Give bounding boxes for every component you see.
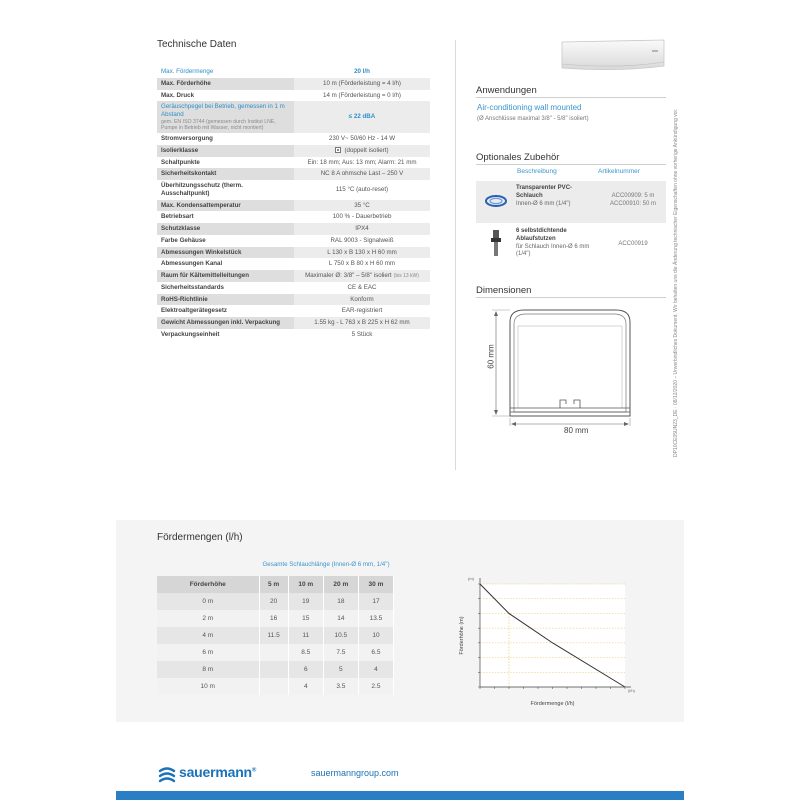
accessory-detail: für Schlauch Innen-Ø 6 mm (1/4") [516, 243, 590, 258]
spec-row [157, 66, 430, 78]
hose-icon [484, 193, 508, 209]
spec-row [157, 317, 430, 329]
spec-value: 35 °C [294, 200, 430, 212]
plot-area [480, 584, 625, 687]
spec-row [157, 200, 430, 212]
flow-header: Förderhöhe [157, 576, 259, 593]
flow-cell: 11.5 [259, 627, 288, 644]
spec-value: Maximaler Ø: 3/8" – 5/8" isoliert (bis 13 kW) [294, 270, 430, 282]
spec-key: Isolierklasse [157, 145, 294, 157]
website-link[interactable]: sauermanngroup.com [311, 768, 399, 778]
flow-cell: 0 m [157, 593, 259, 610]
spec-key: Raum für Kältemittelleitungen [157, 270, 294, 282]
spec-key: Max. Förderhöhe [157, 78, 294, 90]
accessory-row [476, 224, 666, 268]
spec-row [157, 78, 430, 90]
spec-row [157, 235, 430, 247]
accessory-article [599, 240, 667, 248]
flow-cell: 8.5 [288, 644, 323, 661]
flow-header: 10 m [288, 576, 323, 593]
flow-cell: 7.5 [323, 644, 358, 661]
spec-key: Schutzklasse [157, 223, 294, 235]
drain-fitting-icon [490, 230, 502, 258]
spec-value: 5 Stück [351, 330, 373, 338]
spec-value: Konform [294, 294, 430, 306]
spec-key: Verpackungseinheit [161, 330, 220, 338]
divider [476, 297, 666, 298]
accessories-title: Optionales Zubehör [476, 152, 560, 163]
spec-value: 1.55 kg - L 763 x B 225 x H 62 mm [294, 317, 430, 329]
spec-table [157, 66, 430, 341]
accessory-detail: Innen-Ø 6 mm (1/4") [516, 200, 571, 207]
accessory-article [599, 192, 667, 208]
spec-value: Ein: 18 mm; Aus: 13 mm; Alarm: 21 mm [307, 158, 417, 166]
flow-cell: 2.5 [358, 678, 393, 695]
spec-key: Sicherheitsstandards [161, 283, 224, 291]
flow-header: 5 m [259, 576, 288, 593]
spec-row [157, 133, 430, 145]
accessory-row [476, 181, 666, 223]
flow-title: Fördermengen (l/h) [157, 532, 243, 543]
flow-cell: 5 [323, 661, 358, 678]
spec-row [157, 282, 430, 294]
spec-key: Betriebsart [161, 213, 194, 221]
spec-row [157, 247, 430, 259]
spec-row [157, 145, 430, 157]
spec-row [157, 305, 430, 317]
flow-cell [259, 644, 288, 661]
application-note: (Ø Anschlüsse maximal 3/8" - 5/8" isoliert) [477, 116, 589, 122]
accessory-name: Transparenter PVC-Schlauch [516, 185, 573, 199]
article-number: ACC00919 [618, 241, 648, 247]
spec-key: Schaltpunkte [161, 158, 200, 166]
double-insulation-icon [335, 147, 341, 153]
brand-logo [157, 764, 297, 786]
spec-key: Max. Kondensattemperatur [157, 200, 294, 212]
flow-cell: 16 [259, 610, 288, 627]
spec-key: Sicherheitskontakt [157, 168, 294, 180]
spec-value: RAL 9003 - Signalweiß [330, 236, 394, 244]
spec-value: 10 m (Förderleistung = 4 l/h) [294, 78, 430, 90]
flow-row [157, 593, 394, 610]
spec-row [157, 157, 430, 169]
spec-row [157, 258, 430, 270]
flow-cell: 15 [288, 610, 323, 627]
spec-key: Geräuschpegel bei Betrieb, gemessen in 1 m Abstand gem. EN ISO 3744 (gemessen durch Institut LNE, Pumpe in Betrieb mit Wasser, nicht montiert) [157, 101, 294, 133]
spec-key: Elektroaltgerätegesetz [161, 307, 228, 315]
spec-row [157, 223, 430, 235]
dimension-height-label: 60 mm [486, 344, 496, 369]
spec-value: L 130 x B 130 x H 60 mm [294, 247, 430, 259]
spec-value: 230 V~ 50/60 Hz - 14 W [328, 135, 396, 143]
pump-curve-chart [455, 572, 645, 712]
footer-bar [116, 791, 684, 800]
flow-header: 30 m [358, 576, 393, 593]
flow-caption: Gesamte Schlauchlänge (Innen-Ø 6 mm, 1/4") [262, 561, 390, 568]
flow-cell: 13.5 [358, 610, 393, 627]
spec-row [157, 329, 430, 341]
article-number: ACC00910: 50 m [609, 201, 657, 208]
flow-cell: 6 [288, 661, 323, 678]
flow-cell: 4 [358, 661, 393, 678]
spec-row [157, 180, 430, 200]
spec-key: Abmessungen Winkelstück [157, 247, 294, 259]
spec-key: Gewicht Abmessungen inkl. Verpackung [157, 317, 294, 329]
flow-cell: 18 [323, 593, 358, 610]
flow-row [157, 661, 394, 678]
spec-value: 115 °C (auto-reset) [335, 186, 389, 194]
accessory-name: 6 selbstdichtende Ablaufstutzen [516, 228, 567, 242]
flow-cell [259, 678, 288, 695]
spec-key: Farbe Gehäuse [161, 236, 206, 244]
dimension-width-label: 80 mm [564, 426, 589, 435]
flow-row [157, 644, 394, 661]
spec-row [157, 101, 430, 133]
flow-cell: 10 m [157, 678, 259, 695]
flow-cell: 4 [288, 678, 323, 695]
spec-key: Abmessungen Kanal [161, 260, 223, 268]
article-number: ACC00909: 5 m [611, 193, 655, 199]
brand-name: sauermann® [179, 764, 257, 780]
flow-cell: 17 [358, 593, 393, 610]
spec-title: Technische Daten [157, 39, 237, 50]
accessories-col-article: Artikelnummer [598, 168, 640, 175]
application-item: Air-conditioning wall mounted [477, 103, 582, 112]
flow-cell: 8 m [157, 661, 259, 678]
side-note: DP10CE05UN23_DE · 08/12/2020 – Unverbindliches Dokument. Wir behalten uns die Änderung technischer Eigenschaften ohne vorherige Ankündigung vor. [673, 108, 679, 457]
column-divider [455, 40, 456, 470]
accessories-col-description: Beschreibung [517, 168, 557, 175]
flow-header: 20 m [323, 576, 358, 593]
x-axis-label: Fördermenge (l/h) [530, 701, 575, 707]
spec-value: 100 % - Dauerbetrieb [332, 213, 392, 221]
spec-value: NC 8 A ohmsche Last – 250 V [294, 168, 430, 180]
flow-cell: 11 [288, 627, 323, 644]
spec-value: CE & EAC [347, 283, 377, 291]
spec-value: IPX4 [294, 223, 430, 235]
y-axis-label: Förderhöhe (m) [459, 616, 465, 655]
spec-value: ≤ 22 dBA [294, 101, 430, 133]
accessory-description [516, 228, 596, 259]
flow-cell: 2 m [157, 610, 259, 627]
flow-cell [259, 661, 288, 678]
air-conditioner-image [560, 38, 666, 74]
spec-key: RoHS-Richtlinie [157, 294, 294, 306]
flow-cell: 10 [358, 627, 393, 644]
applications-title: Anwendungen [476, 85, 537, 96]
x-unit-label: (l/h) [628, 688, 635, 693]
flow-table [157, 576, 394, 695]
spec-value: (doppelt isoliert) [294, 145, 430, 157]
spec-row [157, 90, 430, 102]
spec-key: Max. Druck [161, 91, 195, 99]
flow-row [157, 627, 394, 644]
spec-row [157, 211, 430, 223]
flow-cell: 3.5 [323, 678, 358, 695]
spec-value: L 750 x B 80 x H 60 mm [328, 260, 396, 268]
flow-cell: 10.5 [323, 627, 358, 644]
spec-row [157, 168, 430, 180]
flow-cell: 20 [259, 593, 288, 610]
dimensions-title: Dimensionen [476, 285, 532, 296]
spec-row [157, 294, 430, 306]
flow-cell: 4 m [157, 627, 259, 644]
flow-row [157, 678, 394, 695]
accessory-description [516, 185, 596, 208]
spec-key: Stromversorgung [161, 135, 213, 143]
flow-cell: 6.5 [358, 644, 393, 661]
dimension-drawing [480, 300, 650, 440]
spec-key: Überhitzungsschutz (therm. Ausschaltpunkt) [161, 182, 243, 197]
spec-value: 14 m (Förderleistung = 0 l/h) [323, 91, 401, 99]
spec-key: Max. Fördermenge [161, 68, 214, 75]
divider [476, 164, 666, 165]
y-unit-label: (m) [468, 576, 474, 581]
flow-cell: 6 m [157, 644, 259, 661]
spec-key-note: gem. EN ISO 3744 (gemessen durch Institut LNE, Pumpe in Betrieb mit Wasser, nicht montiert) [161, 118, 276, 131]
spec-value: EAR-registriert [341, 307, 383, 315]
flow-cell: 14 [323, 610, 358, 627]
spec-value: 20 l/h [354, 68, 370, 75]
spec-row [157, 270, 430, 282]
flow-cell: 19 [288, 593, 323, 610]
divider [476, 97, 666, 98]
logo-mark-icon [157, 766, 177, 784]
flow-row [157, 610, 394, 627]
